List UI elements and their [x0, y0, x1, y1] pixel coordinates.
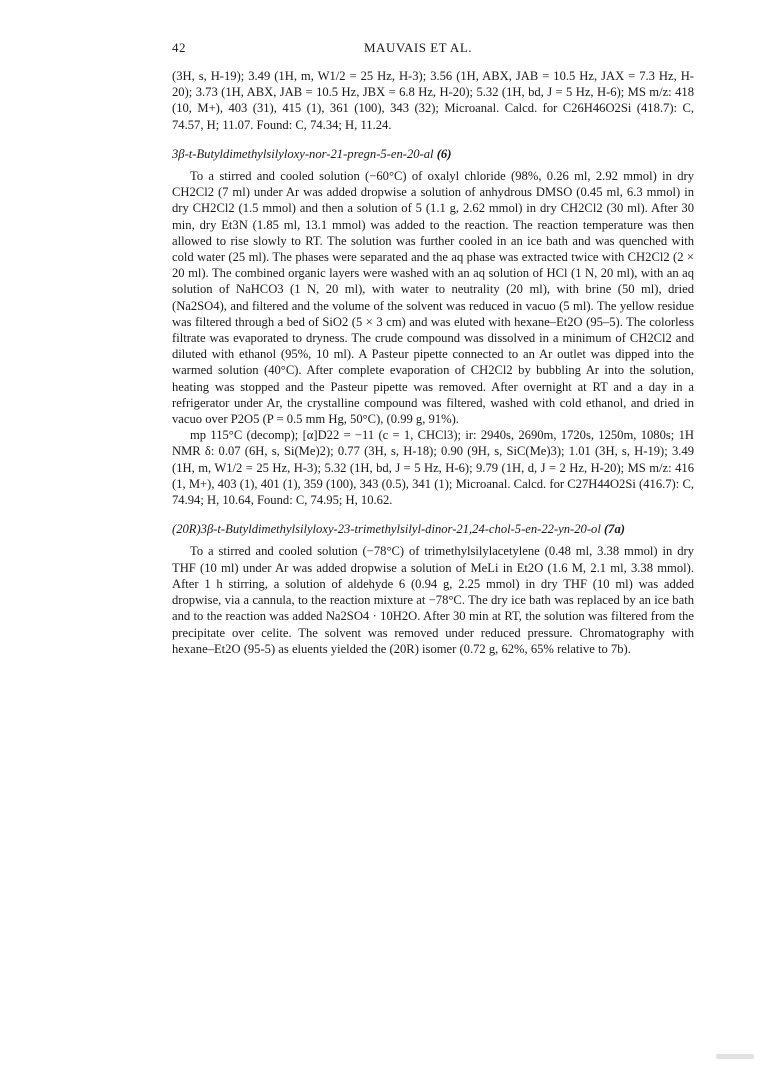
page-header — [172, 40, 692, 60]
compound-number: (7a) — [603, 522, 625, 537]
page-number: 42 — [172, 40, 186, 55]
section-heading-title: 3β-t-Butyldimethylsilyloxy-nor-21-pregn-5-en-20-al — [172, 146, 434, 161]
section-heading-compound-7a — [172, 521, 694, 537]
section-heading-title: (20R)3β-t-Butyldimethylsilyloxy-23-trimethylsilyl-dinor-21,24-chol-5-en-22-yn-20-ol — [172, 522, 601, 537]
scan-watermark — [716, 1054, 754, 1059]
characterization-paragraph: mp 115°C (decomp); [α]D22 = −11 (c = 1, CHCl3); ir: 2940s, 2690m, 1720s, 1250m, 1080s; 1H NMR δ: 0.07 (6H, s, Si(Me)2); 0.77 (3H, s, H-18); 0.90 (9H, s, SiC(Me)3); 1.01 (3H, s, H-19); 3.49 (1H, m, W1/2 = 25 Hz, H-3); 5.32 (1H, bd, J = 5 Hz, H-6); 9.79 (1H, d, J = 2 Hz, H-20); MS m/z: 416 (1, M+), 403 (1), 401 (1), 359 (100), 343 (0.5), 341 (1); Microanal. Calcd. for C27H44O2Si (416.7): C, 74.94; H, 10.64, Found: C, 74.95; H, 10.62. — [172, 428, 694, 508]
body-text — [172, 68, 694, 657]
compound-number: (6) — [436, 146, 452, 161]
procedure-paragraph: To a stirred and cooled solution (−60°C) of oxalyl chloride (98%, 0.26 ml, 2.92 mmol) in dry CH2Cl2 (7 ml) under Ar was added dropwise a solution of anhydrous DMSO (0.45 ml, 6.3 mmol) in dry CH2Cl2 (1.5 mmol) and then a solution of 5 (1.1 g, 2.62 mmol) in dry CH2Cl2 (30 ml). After 30 min, dry Et3N (1.85 ml, 13.1 mmol) was added to the reaction. The reaction temperature was then allowed to rise slowly to RT. The solution was further cooled in an ice bath and was quenched with cold water (25 ml). The phases were separated and the aq phase was extracted twice with CH2Cl2 (2 × 20 ml). The combined organic layers were washed with an aq solution of HCl (1 N, 20 ml), with an aq solution of NaHCO3 (1 N, 20 ml), with water to neutrality (20 ml), with brine (50 ml), dried (Na2SO4), and filtered and the volume of the solvent was reduced in vacuo (5 ml). The yellow residue was filtered through a bed of SiO2 (5 × 3 cm) and was eluted with hexane–Et2O (95–5). The colorless filtrate was evaporated to dryness. The crude compound was dissolved in a minimum of CH2Cl2 and diluted with ethanol (95%, 10 ml). A Pasteur pipette connected to an Ar outlet was dipped into the warmed solution (40°C). After complete evaporation of CH2Cl2 by bubbling Ar into the solution, heating was stopped and the Pasteur pipette was removed. After overnight at RT and a day in a refrigerator under Ar, the crystalline compound was filtered, washed with cold ethanol, and dried in vacuo over P2O5 (P = 0.5 mm Hg, 50°C), (0.99 g, 91%). — [172, 169, 694, 427]
running-title: MAUVAIS ET AL. — [364, 40, 473, 55]
section-heading-compound-6 — [172, 146, 694, 162]
nmr-continuation-paragraph: (3H, s, H-19); 3.49 (1H, m, W1/2 = 25 Hz, H-3); 3.56 (1H, ABX, JAB = 10.5 Hz, JAX = 7.3 Hz, H-20); 3.73 (1H, ABX, JAB = 10.5 Hz, JBX = 6.8 Hz, H-20); 5.32 (1H, bd, J = 5 Hz, H-6); MS m/z: 418 (10, M+), 403 (31), 415 (1), 361 (100), 343 (32); Microanal. Calcd. for C26H46O2Si (418.7): C, 74.57, H; 11.07. Found: C, 74.34; H, 11.24. — [172, 69, 694, 132]
procedure-paragraph: To a stirred and cooled solution (−78°C) of trimethylsilylacetylene (0.48 ml, 3.38 mmol) in dry THF (10 ml) under Ar was added dropwise a solution of MeLi in Et2O (1.6 M, 2.1 ml, 3.38 mmol). After 1 h stirring, a solution of aldehyde 6 (0.94 g, 2.25 mmol) in dry THF (10 ml) was added dropwise, via a cannula, to the reaction mixture at −78°C. The dry ice bath was replaced by an ice bath and to the reaction was added Na2SO4 · 10H2O. After 30 min at RT, the solution was filtered from the precipitate over celite. The solvent was removed under reduced pressure. Chromatography with hexane–Et2O (95-5) as eluents yielded the (20R) isomer (0.72 g, 62%, 65% relative to 7b). — [172, 544, 694, 656]
